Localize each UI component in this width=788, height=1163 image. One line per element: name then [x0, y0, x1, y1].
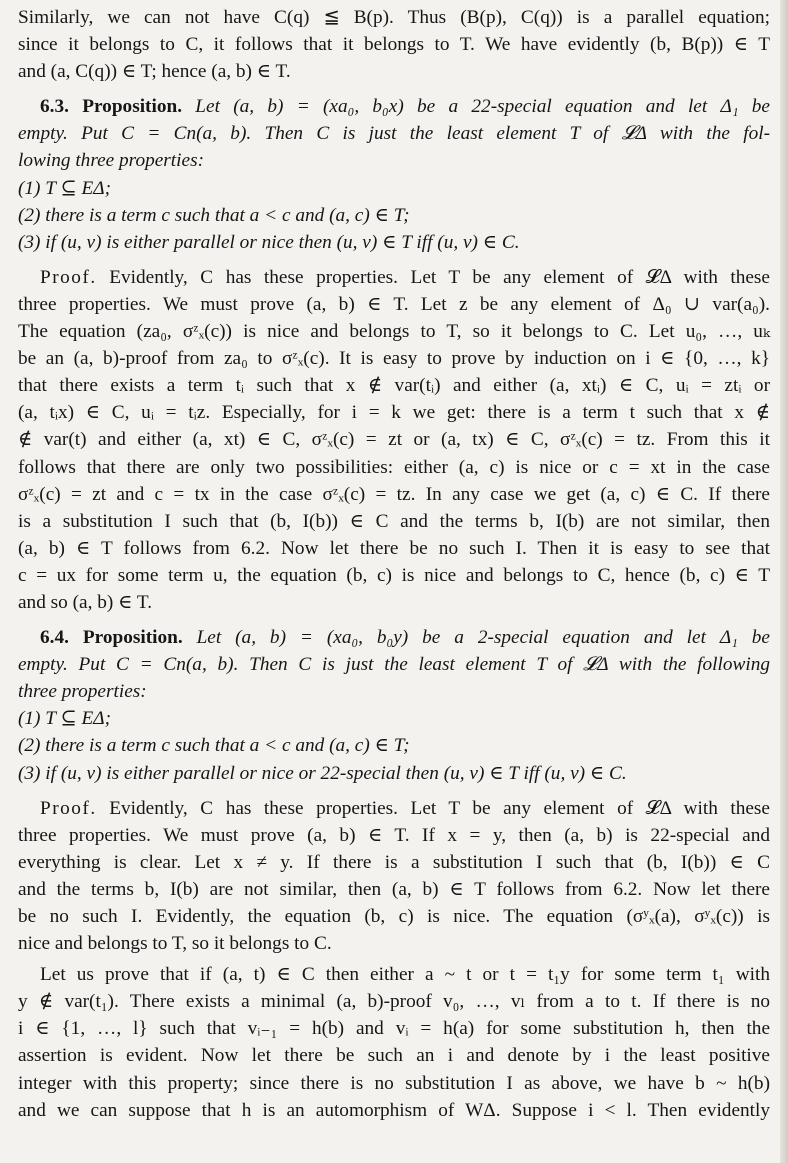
- text-line: three properties. We must prove (a, b) ∈ T. Let z be any element of Δ₀ ∪ var(a₀).: [18, 293, 770, 315]
- text-line: The equation (za₀, σᶻₓ(c)) is nice and belongs to T, so it belongs to C. Let u₀, …, uₖ: [18, 321, 770, 343]
- text-line: that there exists a term tᵢ such that x ∉ var(tᵢ) and either (a, xtᵢ) ∈ C, uᵢ = ztᵢ or: [18, 375, 770, 397]
- proof-6-4: [18, 795, 770, 958]
- text-line: empty. Put C = Cn(a, b). Then C is just the least element T of 𝓛Δ with the following: [18, 654, 770, 676]
- text-line: Proof. Evidently, C has these properties. Let T be any element of 𝓛Δ with these: [40, 797, 770, 819]
- proof-6-3: [18, 264, 770, 616]
- text-line: and the terms b, I(b) are not similar, then (a, b) ∈ T follows from 6.2. Now let there: [18, 878, 770, 900]
- text-line: 6.4. Proposition. Let (a, b) = (xa₀, b₀y) be a 2-special equation and let Δ₁ be: [40, 627, 770, 649]
- paragraph-final: [18, 961, 770, 1124]
- text-line: three properties:: [18, 681, 147, 703]
- heading: 6.4. Proposition.: [40, 627, 183, 649]
- text-line: Let us prove that if (a, t) ∈ C then either a ~ t or t = t₁y for some term t₁ with: [40, 964, 770, 986]
- text-line: (3) if (u, v) is either parallel or nice or 22-special then (u, v) ∈ T iff (u, v) ∈ C.: [18, 762, 627, 784]
- text-line: and we can suppose that h is an automorphism of WΔ. Suppose i < l. Then evidently: [18, 1099, 770, 1121]
- text-line: empty. Put C = Cn(a, b). Then C is just the least element T of 𝓛Δ with the fol-: [18, 123, 770, 145]
- text-line: lowing three properties:: [18, 150, 205, 172]
- text-line: and so (a, b) ∈ T.: [18, 591, 153, 613]
- text-line: everything is clear. Let x ≠ y. If there is a substitution I such that (b, I(b)) ∈ C: [18, 851, 770, 873]
- text-line: (a, tᵢx) ∈ C, uᵢ = tᵢz. Especially, for i = k we get: there is a term t such that x ∉: [18, 402, 770, 424]
- text-line: Similarly, we can not have C(q) ≦ B(p). Thus (B(p), C(q)) is a parallel equation;: [18, 7, 770, 28]
- text-line: assertion is evident. Now let there be such an i and denote by i the least positive: [18, 1045, 770, 1067]
- text-line: (1) T ⊆ EΔ;: [18, 708, 111, 730]
- text-line: be no such I. Evidently, the equation (b, c) is nice. The equation (σʸₓ(a), σʸₓ(c)) is: [18, 906, 770, 927]
- text-line: is a substitution I such that (b, I(b)) ∈ C and the terms b, I(b) are not similar, then: [18, 510, 770, 532]
- text-line: and (a, C(q)) ∈ T; hence (a, b) ∈ T.: [18, 61, 291, 83]
- text-line: (2) there is a term c such that a < c and (a, c) ∈ T;: [18, 204, 410, 226]
- text-line: Proof. Evidently, C has these properties. Let T be any element of 𝓛Δ with these: [40, 266, 770, 288]
- proposition-6-3: [18, 93, 770, 256]
- text-line: 6.3. Proposition. Let (a, b) = (xa₀, b₀x) be a 22-special equation and let Δ₁ be: [40, 96, 770, 118]
- proof-label: Proof.: [40, 266, 97, 288]
- paragraph-intro: [18, 4, 770, 85]
- text-line: ∉ var(t) and either (a, xt) ∈ C, σᶻₓ(c) = zt or (a, tx) ∈ C, σᶻₓ(c) = tz. From this it: [18, 429, 770, 451]
- text-line: (2) there is a term c such that a < c and (a, c) ∈ T;: [18, 735, 410, 757]
- text-line: y ∉ var(t₁). There exists a minimal (a, b)-proof v₀, …, vₗ from a to t. If there is no: [18, 991, 770, 1013]
- text-line: nice and belongs to T, so it belongs to C.: [18, 933, 332, 955]
- text-line: integer with this property; since there is no substitution I as above, we have b ~ h(b): [18, 1072, 770, 1094]
- heading: 6.3. Proposition.: [40, 96, 183, 118]
- text-line: since it belongs to C, it follows that it belongs to T. We have evidently (b, B(p)) ∈ T: [18, 34, 770, 56]
- text-line: σᶻₓ(c) = zt and c = tx in the case σᶻₓ(c) = tz. In any case we get (a, c) ∈ C. If there: [18, 483, 770, 505]
- text-line: i ∈ {1, …, l} such that vᵢ₋₁ = h(b) and vᵢ = h(a) for some substitution h, then the: [18, 1018, 770, 1040]
- text-line: three properties. We must prove (a, b) ∈ T. If x = y, then (a, b) is 22-special and: [18, 824, 770, 846]
- text-line: be an (a, b)-proof from za₀ to σᶻₓ(c). It is easy to prove by induction on i ∈ {0, …, k}: [18, 348, 770, 370]
- proof-label: Proof.: [40, 797, 97, 819]
- text-line: c = ux for some term u, the equation (b, c) is nice and belongs to C, hence (b, c) ∈ T: [18, 564, 770, 586]
- page: [18, 4, 770, 1124]
- page-edge-shadow: [780, 0, 788, 1163]
- text-line: (a, b) ∈ T follows from 6.2. Now let there be no such I. Then it is easy to see that: [18, 537, 770, 559]
- text-line: (3) if (u, v) is either parallel or nice then (u, v) ∈ T iff (u, v) ∈ C.: [18, 231, 520, 253]
- text-line: (1) T ⊆ EΔ;: [18, 177, 111, 199]
- proposition-6-4: [18, 624, 770, 787]
- text-line: follows that there are only two possibilities: either (a, c) is nice or c = xt in the case: [18, 456, 770, 478]
